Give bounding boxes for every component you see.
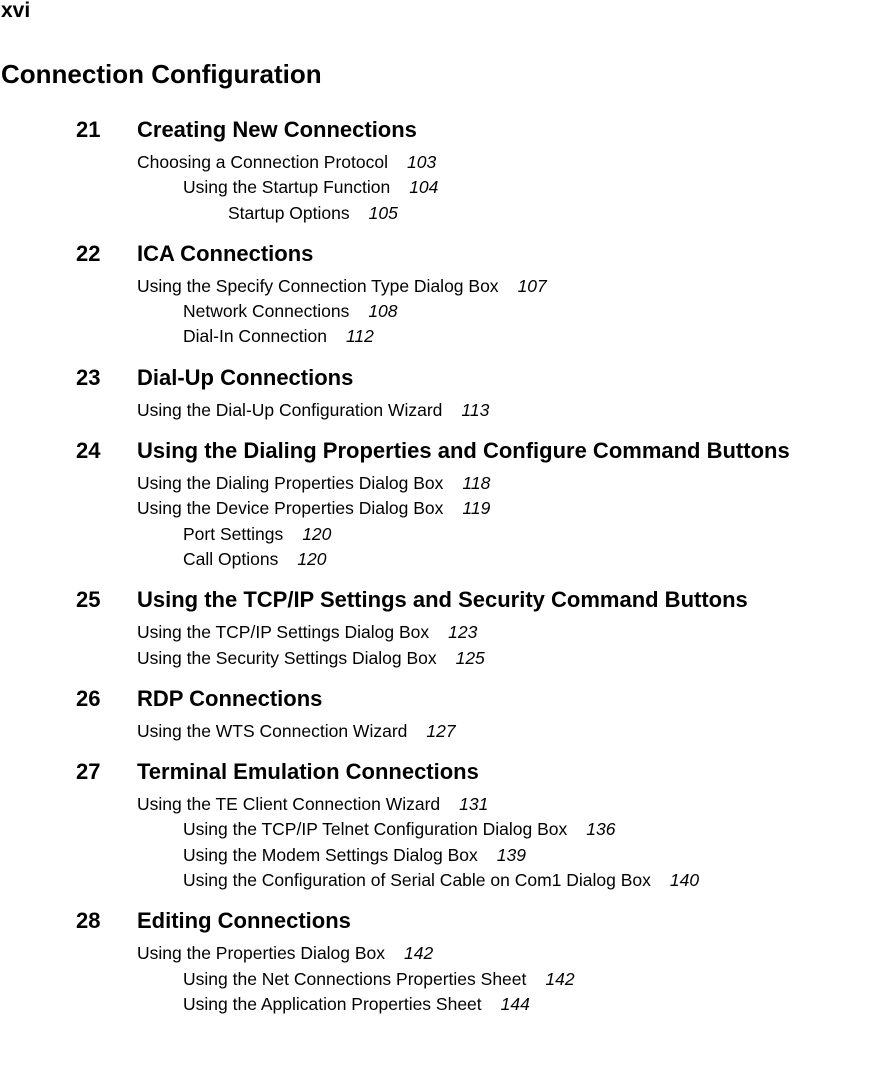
entry-title: Using the TCP/IP Telnet Configuration Dialog Box [183, 819, 568, 840]
chapter-title: ICA Connections [137, 240, 314, 266]
toc-entry-level-3[interactable] [0, 201, 876, 226]
entry-page-number: 125 [455, 647, 485, 668]
entry-title: Using the Application Properties Sheet [183, 993, 482, 1014]
toc-entry-level-2[interactable] [0, 992, 876, 1017]
entry-title: Port Settings [183, 523, 284, 544]
toc-entry-level-1[interactable] [0, 150, 876, 175]
entry-page-number: 120 [297, 548, 327, 569]
entry-title: Using the Modem Settings Dialog Box [183, 844, 478, 865]
toc-entry-level-1[interactable] [0, 941, 876, 966]
chapter-title: Terminal Emulation Connections [137, 759, 479, 785]
chapter-heading[interactable] [0, 363, 876, 393]
entry-title: Startup Options [228, 202, 350, 223]
toc-entry-level-2[interactable] [0, 843, 876, 868]
toc-chapter [0, 684, 876, 744]
toc-chapter [0, 436, 876, 572]
toc-entry-level-2[interactable] [0, 817, 876, 842]
chapter-number: 21 [76, 117, 101, 142]
entry-page-number: 107 [517, 275, 547, 296]
chapter-number: 23 [76, 364, 101, 390]
entry-title: Using the WTS Connection Wizard [137, 720, 408, 741]
toc-entry-level-1[interactable] [0, 719, 876, 744]
chapter-heading[interactable] [0, 115, 876, 145]
entry-title: Using the TCP/IP Settings Dialog Box [137, 622, 430, 643]
entry-title: Network Connections [183, 301, 350, 322]
toc-entry-level-1[interactable] [0, 792, 876, 817]
entry-title: Using the Configuration of Serial Cable on Com1 Dialog Box [183, 870, 651, 891]
entry-page-number: 119 [462, 498, 491, 519]
toc-chapter [0, 757, 876, 893]
entry-page-number: 144 [500, 993, 530, 1014]
entry-page-number: 140 [669, 870, 700, 891]
toc-entry-level-2[interactable] [0, 324, 876, 349]
entry-page-number: 108 [368, 301, 398, 322]
chapter-heading[interactable] [0, 585, 876, 615]
entry-title: Call Options [183, 548, 279, 569]
toc-entry-level-1[interactable] [0, 471, 876, 496]
entry-title: Using the Dialing Properties Dialog Box [137, 473, 444, 494]
entry-title: Using the Startup Function [183, 177, 391, 198]
chapter-title: Using the TCP/IP Settings and Security Command Buttons [137, 587, 748, 613]
toc-entry-level-1[interactable] [0, 496, 876, 521]
chapter-heading[interactable] [0, 906, 876, 936]
entry-title: Choosing a Connection Protocol [137, 152, 388, 172]
entry-title: Using the Dial-Up Configuration Wizard [137, 399, 443, 420]
entry-page-number: 118 [462, 473, 491, 494]
chapter-heading[interactable] [0, 436, 876, 466]
entry-title: Dial-In Connection [183, 326, 327, 347]
entry-page-number: 136 [586, 819, 616, 840]
toc-entry-level-1[interactable] [0, 646, 876, 671]
chapter-heading[interactable] [0, 239, 876, 269]
toc-entry-level-2[interactable] [0, 868, 876, 893]
table-of-contents [0, 115, 876, 1030]
toc-entry-level-1[interactable] [0, 620, 876, 645]
toc-entry-level-2[interactable] [0, 967, 876, 992]
chapter-number: 25 [76, 587, 101, 613]
toc-chapter [0, 363, 876, 423]
entry-title: Using the Security Settings Dialog Box [137, 647, 437, 668]
toc-entry-level-2[interactable] [0, 299, 876, 324]
entry-page-number: 112 [345, 326, 374, 347]
entry-page-number: 142 [545, 968, 575, 989]
chapter-title: Editing Connections [137, 908, 351, 934]
entry-title: Using the TE Client Connection Wizard [137, 794, 441, 815]
page-number-roman: xvi [1, 0, 31, 22]
entry-page-number: 131 [459, 794, 489, 815]
chapter-title: Dial-Up Connections [137, 364, 354, 390]
entry-page-number: 127 [426, 720, 456, 741]
toc-entry-level-1[interactable] [0, 274, 876, 299]
chapter-number: 22 [76, 240, 101, 266]
entry-page-number: 104 [409, 177, 439, 198]
toc-chapter [0, 906, 876, 1017]
toc-chapter [0, 115, 876, 226]
chapter-heading[interactable] [0, 684, 876, 714]
toc-entry-level-2[interactable] [0, 522, 876, 547]
entry-title: Using the Device Properties Dialog Box [137, 498, 444, 519]
chapter-number: 27 [76, 759, 101, 785]
chapter-title: Using the Dialing Properties and Configure Command Buttons [137, 438, 790, 464]
entry-page-number: 103 [407, 152, 437, 172]
toc-entry-level-2[interactable] [0, 175, 876, 200]
entry-title: Using the Net Connections Properties Sheet [183, 968, 527, 989]
toc-chapter [0, 585, 876, 671]
chapter-number: 24 [76, 438, 101, 464]
chapter-title: RDP Connections [137, 685, 323, 711]
toc-chapter [0, 239, 876, 350]
part-title: Connection Configuration [1, 59, 322, 89]
chapter-title: Creating New Connections [137, 117, 417, 142]
chapter-number: 26 [76, 685, 101, 711]
entry-page-number: 113 [461, 399, 490, 420]
entry-page-number: 123 [448, 622, 478, 643]
toc-entry-level-2[interactable] [0, 547, 876, 572]
chapter-number: 28 [76, 908, 101, 934]
entry-title: Using the Properties Dialog Box [137, 943, 386, 964]
entry-page-number: 139 [496, 844, 526, 865]
entry-title: Using the Specify Connection Type Dialog Box [137, 275, 499, 296]
entry-page-number: 105 [368, 202, 398, 223]
entry-page-number: 120 [302, 523, 332, 544]
toc-entry-level-1[interactable] [0, 398, 876, 423]
chapter-heading[interactable] [0, 757, 876, 787]
entry-page-number: 142 [404, 943, 434, 964]
